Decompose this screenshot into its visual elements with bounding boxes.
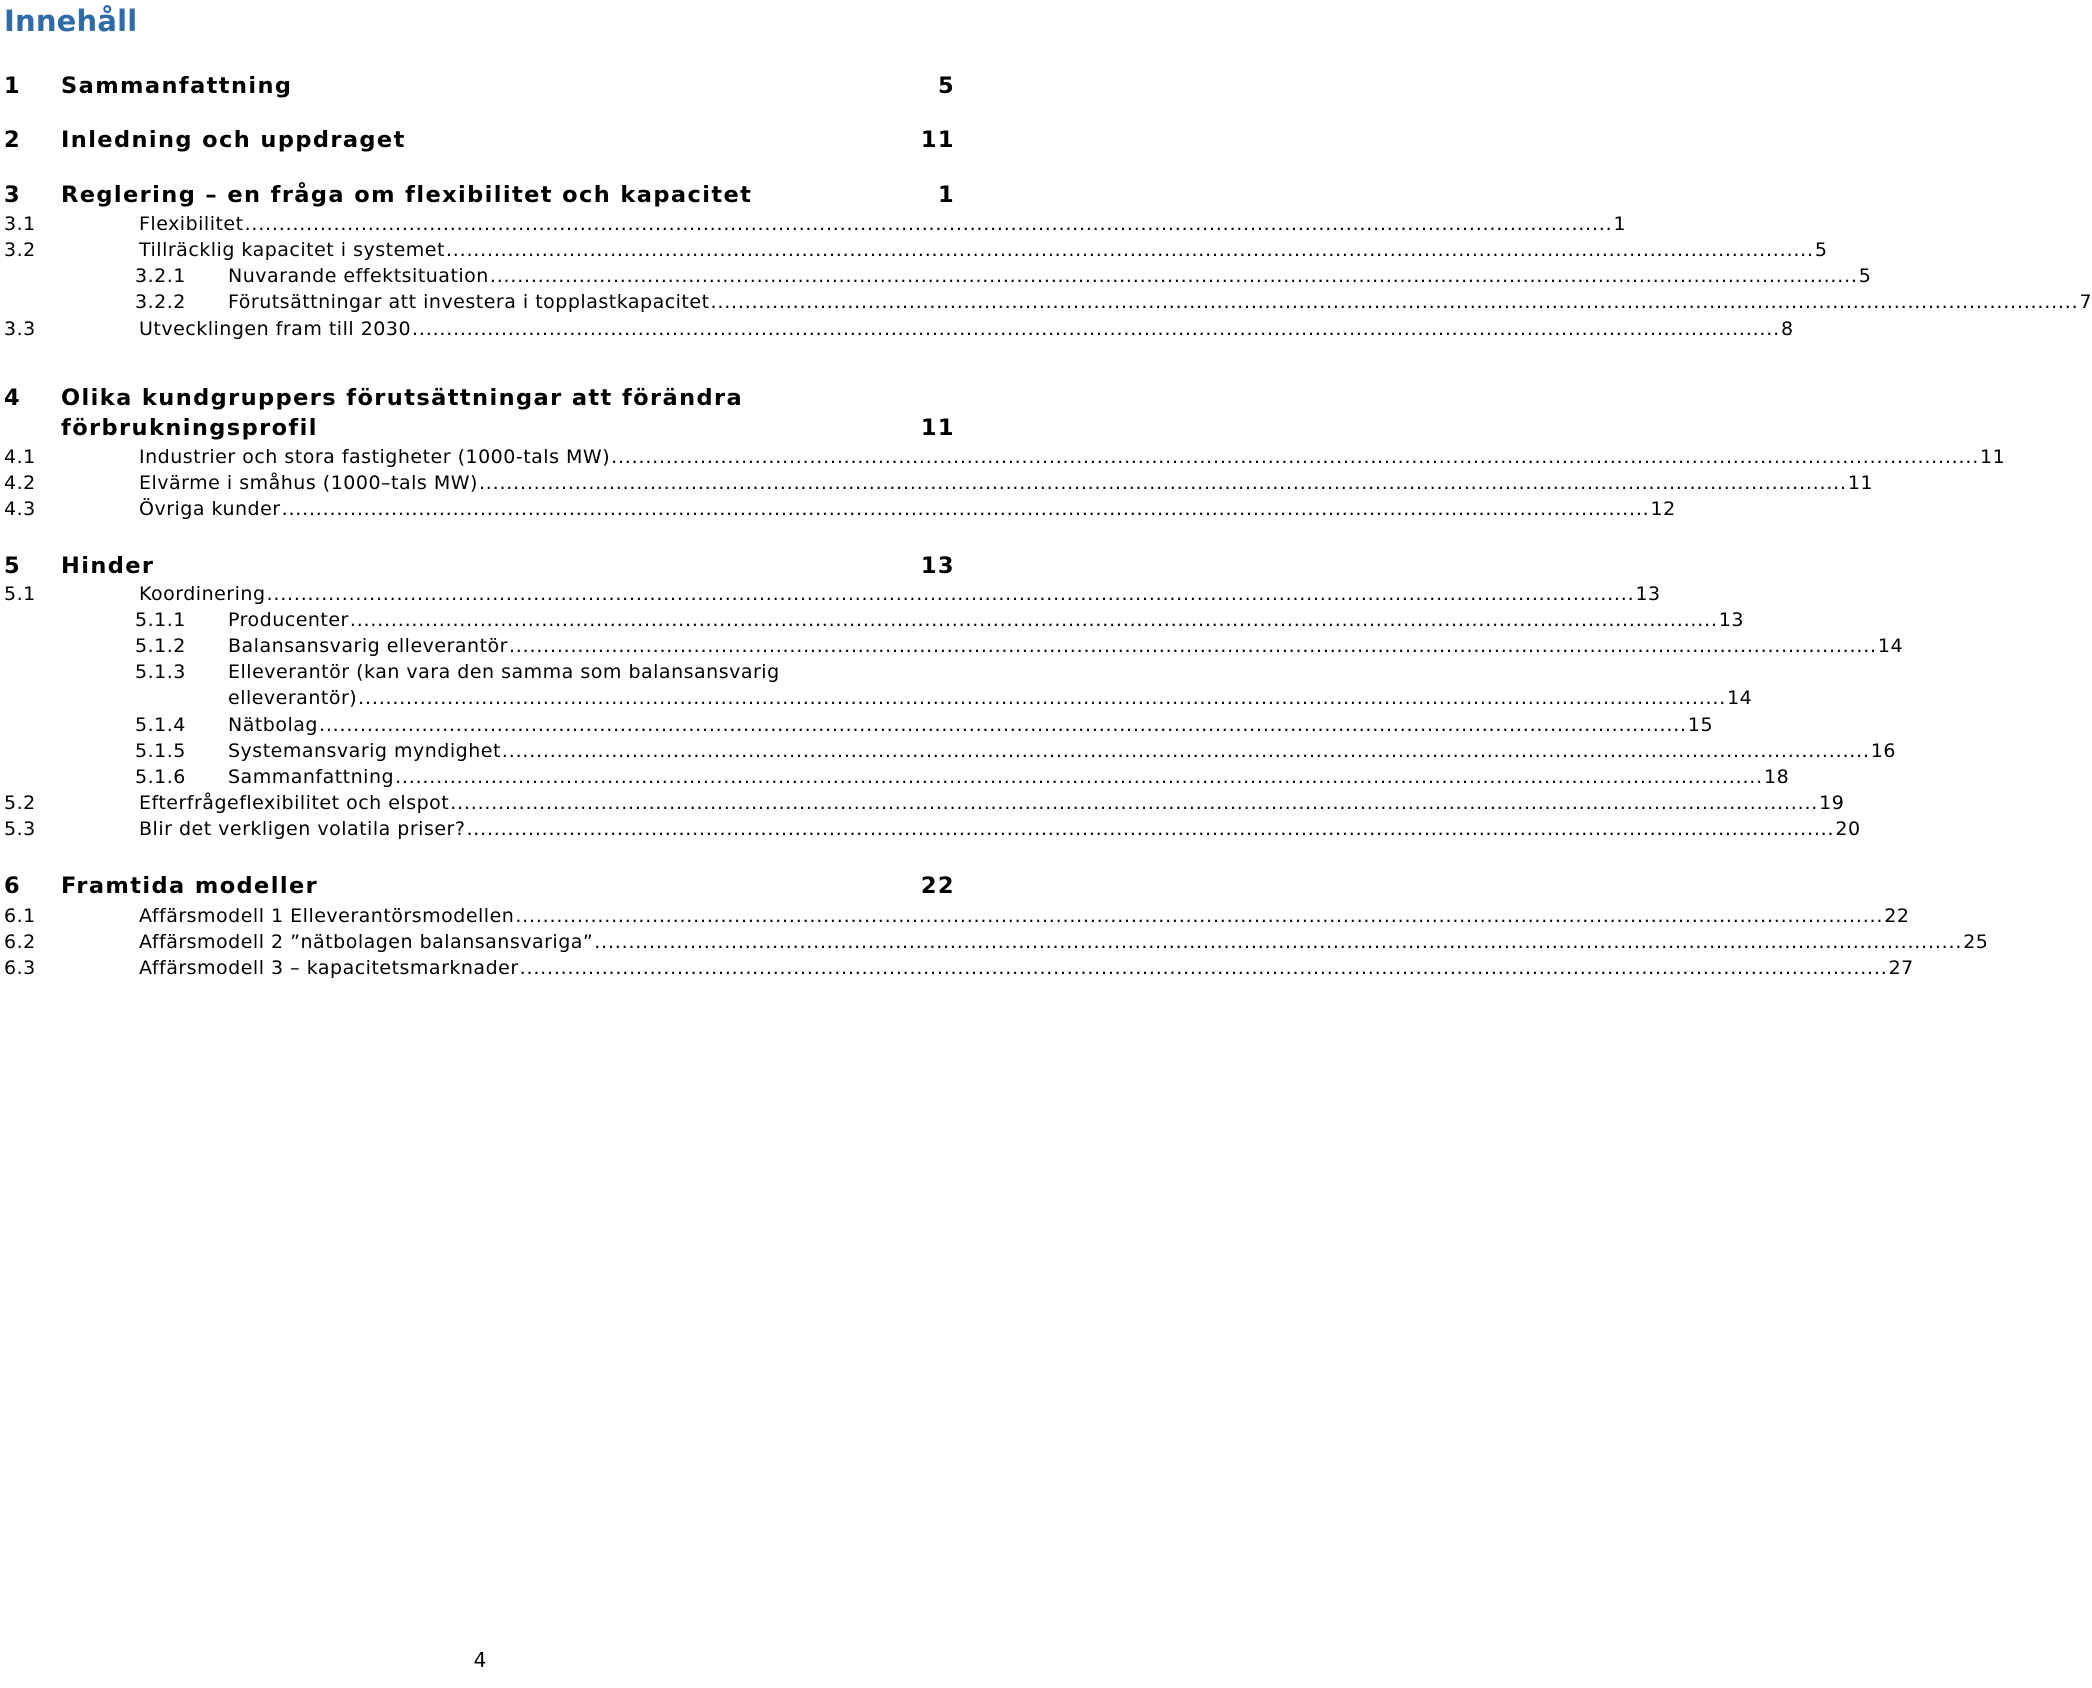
leader-dots: ........................................................................................................................................................................................................ xyxy=(478,472,1847,494)
entry-number: 5.1.5 xyxy=(135,740,186,762)
entry-number: 3.3 xyxy=(4,318,36,340)
leader-dots: ........................................................................................................................................................................................................ xyxy=(594,931,1963,953)
leader-dots: ........................................................................................................................................................................................................ xyxy=(244,213,1613,235)
entry-page: 13 xyxy=(1635,583,1661,605)
entry-page: 15 xyxy=(1687,714,1714,736)
entry-page: 5 xyxy=(1858,265,1872,287)
entry-title: Tillräcklig kapacitet i systemet xyxy=(139,239,445,261)
chapter-page: 11 xyxy=(920,127,955,153)
entry-page: 5 xyxy=(1814,239,1828,261)
entry-title: Elvärme i småhus (1000–tals MW) xyxy=(139,472,478,494)
entry-title: Nätbolag xyxy=(228,714,318,736)
toc-entry-3-1[interactable] xyxy=(4,213,1627,241)
toc-entry-4-2[interactable] xyxy=(4,472,1874,500)
entry-title: Flexibilitet xyxy=(139,213,244,235)
entry-page: 19 xyxy=(1819,792,1845,814)
entry-title: Systemansvarig myndighet xyxy=(228,740,501,762)
toc-entry-5-1-6[interactable] xyxy=(135,766,1790,794)
toc-entry-5-3[interactable] xyxy=(4,818,1861,846)
entry-page: 18 xyxy=(1763,766,1790,788)
toc-entry-6-1[interactable] xyxy=(4,905,1910,933)
footer-page-number: 4 xyxy=(473,1648,487,1672)
entry-number: 5.2 xyxy=(4,792,36,814)
entry-page: 16 xyxy=(1870,740,1896,762)
entry-number: 3.2.1 xyxy=(135,265,186,287)
toc-entry-5-1-3-number: 5.1.3 xyxy=(135,661,186,683)
toc-entry-5-1-2[interactable] xyxy=(135,635,1904,663)
entry-page: 11 xyxy=(1980,446,2006,468)
entry-number: 3.1 xyxy=(4,213,36,235)
toc-entry-5-1[interactable] xyxy=(4,583,1661,611)
leader-dots: ........................................................................................................................................................................................................ xyxy=(445,239,1814,261)
entry-number: 6.1 xyxy=(4,905,36,927)
entry-page: 1 xyxy=(1613,213,1627,235)
entry-page: 13 xyxy=(1718,609,1744,631)
toc-entry-6-3[interactable] xyxy=(4,957,1914,985)
chapter-number: 6 xyxy=(4,873,22,899)
leader-dots: ........................................................................................................................................................................................................ xyxy=(450,792,1819,814)
chapter-number: 1 xyxy=(4,73,22,99)
entry-title: Affärsmodell 1 Elleverantörsmodellen xyxy=(139,905,515,927)
toc-entry-4-3[interactable] xyxy=(4,498,1676,526)
leader-dots: ........................................................................................................................................................................................................ xyxy=(395,766,1763,788)
chapter-number: 2 xyxy=(4,127,22,153)
entry-page: 7 xyxy=(2079,291,2092,313)
chapter-page: 13 xyxy=(920,553,955,579)
leader-dots: ........................................................................................................................................................................................................ xyxy=(281,498,1650,520)
leader-dots: ........................................................................................................................................................................................................ xyxy=(508,635,1877,657)
leader-dots: ........................................................................................................................................................................................................ xyxy=(349,609,1718,631)
toc-entry-5-1-4[interactable] xyxy=(135,714,1714,742)
page-title: Innehåll xyxy=(4,4,138,38)
toc-entry-4-1[interactable] xyxy=(4,446,2006,474)
entry-title: Sammanfattning xyxy=(228,766,395,788)
leader-dots: ........................................................................................................................................................................................................ xyxy=(501,740,1870,762)
chapter-page: 11 xyxy=(920,415,955,441)
chapter-title: Inledning och uppdraget xyxy=(61,127,406,153)
toc-entry-3-2-2[interactable] xyxy=(135,291,2092,319)
toc-entry-5-1-3-title[interactable]: Elleverantör (kan vara den samma som balansansvarig xyxy=(228,661,780,683)
chapter-title: Olika kundgruppers förutsättningar att förändra xyxy=(61,385,744,411)
entry-number: 6.3 xyxy=(4,957,36,979)
chapter-title: Reglering – en fråga om flexibilitet och kapacitet xyxy=(61,182,753,208)
entry-title: Blir det verkligen volatila priser? xyxy=(139,818,466,840)
entry-number: 5.1.1 xyxy=(135,609,186,631)
leader-dots: ........................................................................................................................................................................................................ xyxy=(318,714,1687,736)
chapter-number: 4 xyxy=(4,385,22,411)
entry-title: Nuvarande effektsituation xyxy=(228,265,489,287)
entry-number: 5.1.2 xyxy=(135,635,186,657)
entry-title: Balansansvarig elleverantör xyxy=(228,635,508,657)
chapter-page: 22 xyxy=(920,873,955,899)
entry-number: 5.1 xyxy=(4,583,36,605)
leader-dots: ........................................................................................................................................................................................................ xyxy=(266,583,1635,605)
leader-dots: ........................................................................................................................................................................................................ xyxy=(710,291,2079,313)
toc-entry-5-1-3[interactable] xyxy=(228,687,1753,715)
entry-number: 3.2.2 xyxy=(135,291,186,313)
chapter-page: 5 xyxy=(937,73,955,99)
toc-entry-3-2-1[interactable] xyxy=(135,265,1872,293)
leader-dots: ........................................................................................................................................................................................................ xyxy=(412,318,1780,340)
leader-dots: ........................................................................................................................................................................................................ xyxy=(358,687,1727,709)
chapter-title: Hinder xyxy=(61,553,155,579)
entry-page: 25 xyxy=(1963,931,1989,953)
entry-page: 14 xyxy=(1877,635,1904,657)
entry-title: Producenter xyxy=(228,609,349,631)
entry-page: 11 xyxy=(1847,472,1874,494)
leader-dots: ........................................................................................................................................................................................................ xyxy=(489,265,1858,287)
leader-dots: ........................................................................................................................................................................................................ xyxy=(466,818,1835,840)
leader-dots: ........................................................................................................................................................................................................ xyxy=(519,957,1888,979)
entry-number: 3.2 xyxy=(4,239,36,261)
entry-page: 8 xyxy=(1780,318,1794,340)
chapter-title: Sammanfattning xyxy=(61,73,293,99)
entry-title: Övriga kunder xyxy=(139,498,281,520)
entry-page: 20 xyxy=(1835,818,1861,840)
chapter-title: Framtida modeller xyxy=(61,873,319,899)
toc-entry-5-2[interactable] xyxy=(4,792,1845,820)
entry-number: 5.1.6 xyxy=(135,766,186,788)
chapter-page: 1 xyxy=(937,182,955,208)
entry-number: 5.1.4 xyxy=(135,714,186,736)
entry-number: 6.2 xyxy=(4,931,36,953)
entry-number: 5.3 xyxy=(4,818,36,840)
toc-entry-5-1-5[interactable] xyxy=(135,740,1896,768)
entry-page: 22 xyxy=(1884,905,1910,927)
toc-entry-3-2[interactable] xyxy=(4,239,1828,267)
toc-entry-3-3[interactable] xyxy=(4,318,1794,346)
leader-dots: ........................................................................................................................................................................................................ xyxy=(515,905,1884,927)
entry-page: 12 xyxy=(1650,498,1676,520)
chapter-title-continued: förbrukningsprofil xyxy=(61,415,318,441)
entry-number: 4.3 xyxy=(4,498,36,520)
chapter-number: 5 xyxy=(4,553,22,579)
entry-title: Koordinering xyxy=(139,583,266,605)
entry-title: Efterfrågeflexibilitet och elspot xyxy=(139,792,450,814)
entry-number: 4.2 xyxy=(4,472,36,494)
entry-page: 27 xyxy=(1888,957,1914,979)
leader-dots: ........................................................................................................................................................................................................ xyxy=(611,446,1980,468)
toc-entry-5-1-1[interactable] xyxy=(135,609,1744,637)
entry-title: Utvecklingen fram till 2030 xyxy=(139,318,412,340)
entry-title-continued: elleverantör) xyxy=(228,687,358,709)
entry-number: 4.1 xyxy=(4,446,36,468)
toc-entry-6-2[interactable] xyxy=(4,931,1989,959)
chapter-number: 3 xyxy=(4,182,22,208)
entry-page: 14 xyxy=(1727,687,1753,709)
entry-title: Industrier och stora fastigheter (1000-tals MW) xyxy=(139,446,611,468)
entry-title: Förutsättningar att investera i topplastkapacitet xyxy=(228,291,710,313)
entry-title: Affärsmodell 2 ”nätbolagen balansansvariga” xyxy=(139,931,594,953)
entry-title: Affärsmodell 3 – kapacitetsmarknader xyxy=(139,957,519,979)
